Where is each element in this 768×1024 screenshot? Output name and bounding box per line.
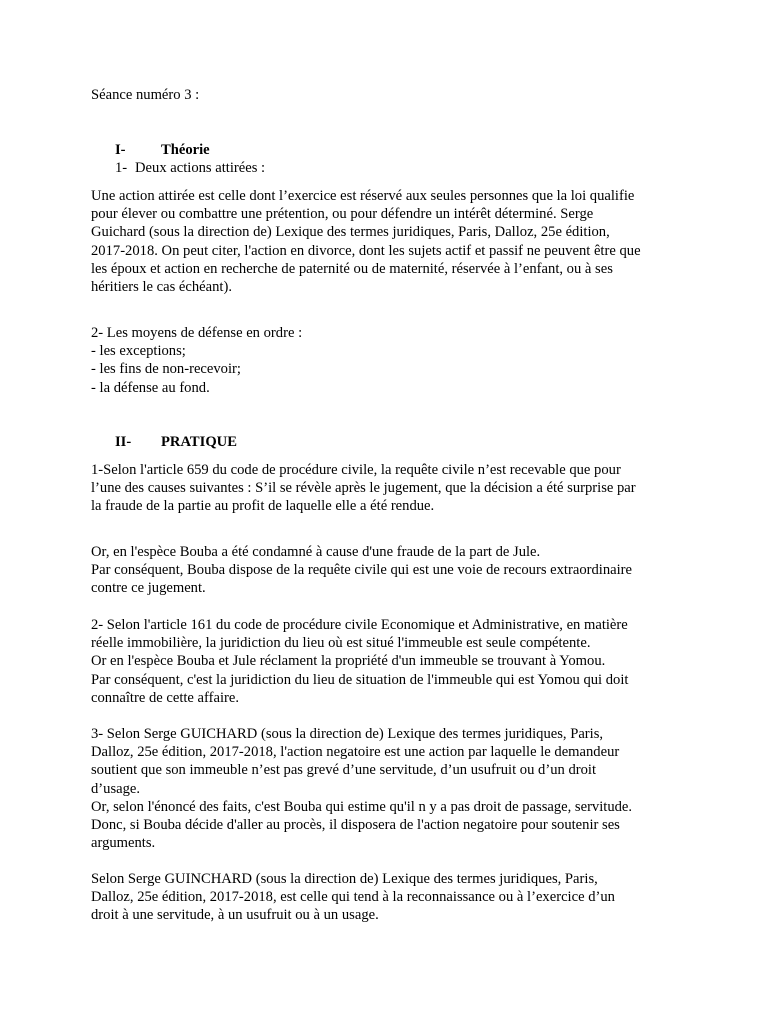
text-line: arguments. [91, 835, 156, 852]
text-line: Une action attirée est celle dont l’exercice est réservé aux seules personnes que la loi qualifie [91, 188, 635, 204]
text-line: 1-Selon l'article 659 du code de procédure civile, la requête civile n’est recevable que pour [91, 462, 621, 478]
text-line: d’usage. [91, 780, 141, 797]
text-line: l’une des causes suivantes : S’il se révèle après le jugement, que la décision a été surprise par [91, 480, 636, 497]
text-line: Dalloz, 25e édition, 2017-2018, est celle qui tend à la reconnaissance ou à l’exercice d’un [91, 889, 615, 906]
section-heading-theorie [115, 141, 210, 159]
text-line: Selon Serge GUINCHARD (sous la direction de) Lexique des termes juridiques, Paris, [91, 871, 598, 887]
paragraph-article-161 [91, 616, 628, 707]
text-line: la fraude de la partie au profit de laquelle elle a été rendue. [91, 498, 435, 515]
list-item: - les fins de non-recevoir; [91, 361, 241, 378]
subsection-number: 1- [115, 160, 128, 176]
text-line: Or, en l'espèce Bouba a été condamné à cause d'une fraude de la part de Jule. [91, 544, 541, 560]
text-line: Guichard (sous la direction de) Lexique des termes juridiques, Paris, Dalloz, 25e édition, [91, 224, 610, 241]
paragraph-action-confessoire [91, 870, 615, 925]
text-line: contre ce jugement. [91, 580, 206, 597]
section-number: II- [115, 434, 132, 450]
text-line: pour élever ou combattre une prétention, ou pour défendre un intérêt déterminé. Serge [91, 206, 594, 223]
paragraph-article-659 [91, 461, 636, 516]
paragraph-action-attiree [91, 187, 641, 296]
paragraph-moyens-defense [91, 324, 302, 397]
section-heading-pratique [115, 433, 237, 451]
text-line: Or en l'espèce Bouba et Jule réclament la propriété d'un immeuble se trouvant à Yomou. [91, 653, 606, 670]
text-line: Dalloz, 25e édition, 2017-2018, l'action negatoire est une action par laquelle le demandeur [91, 744, 620, 761]
text-line: 2- Selon l'article 161 du code de procédure civile Economique et Administrative, en matière [91, 617, 628, 633]
paragraph-espece-bouba [91, 543, 632, 598]
seance-title: Séance numéro 3 : [91, 87, 200, 103]
text-line: connaître de cette affaire. [91, 689, 240, 706]
text-line: droit à une servitude, à un usufruit ou à un usage. [91, 907, 379, 924]
section-title: PRATIQUE [161, 434, 237, 450]
text-line: Donc, si Bouba décide d'aller au procès, il disposera de l'action negatoire pour soutenir ses [91, 817, 620, 834]
section-number: I- [115, 142, 126, 158]
text-line: héritiers le cas échéant). [91, 279, 232, 296]
section-title: Théorie [161, 142, 210, 158]
list-item: - la défense au fond. [91, 379, 210, 396]
text-line: 3- Selon Serge GUICHARD (sous la direction de) Lexique des termes juridiques, Paris, [91, 726, 604, 742]
text-line: Par conséquent, Bouba dispose de la requête civile qui est une voie de recours extraordinaire [91, 562, 632, 579]
paragraph-action-negatoire [91, 725, 632, 852]
text-line: 2- Les moyens de défense en ordre : [91, 325, 303, 341]
text-line: 2017-2018. On peut citer, l'action en divorce, dont les sujets actif et passif ne peuvent être que [91, 242, 641, 259]
text-line: Or, selon l'énoncé des faits, c'est Bouba qui estime qu'il n y a pas droit de passage, servitude. [91, 798, 633, 815]
text-line: soutient que son immeuble n’est pas grevé d’une servitude, d’un usufruit ou d’un droit [91, 762, 597, 779]
subsection-heading [115, 159, 265, 177]
text-line: Par conséquent, c'est la juridiction du lieu de situation de l'immeuble qui est Yomou qui doit [91, 671, 629, 688]
list-item: - les exceptions; [91, 343, 186, 360]
text-line: les époux et action en recherche de paternité ou de maternité, réservée à l’enfant, ou à ses [91, 260, 613, 277]
subsection-title: Deux actions attirées : [135, 160, 266, 176]
text-line: réelle immobilière, la juridiction du lieu où est situé l'immeuble est seule compétente. [91, 635, 591, 652]
